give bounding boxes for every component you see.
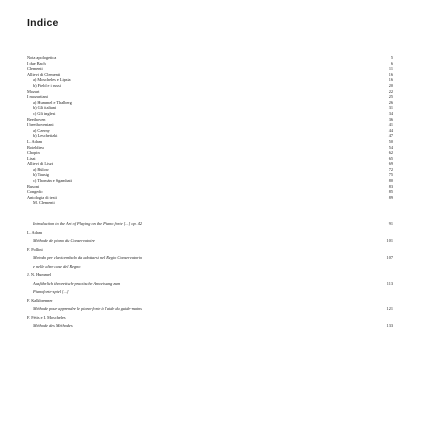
toc-entry-page: 62	[388, 150, 393, 156]
toc-entry-page: 36	[388, 116, 393, 122]
toc-entry-title: Mozart	[27, 88, 40, 94]
toc-entry-page: 16	[388, 77, 393, 83]
toc-entry	[27, 280, 393, 289]
toc-entry-title: Méthode des Méthodes	[33, 323, 73, 329]
toc-entry	[27, 305, 393, 314]
toc-entry-page: 75	[388, 172, 393, 178]
toc-entry-page: 6	[390, 60, 393, 66]
toc-entry-title: Liszt	[27, 155, 36, 161]
toc-entry-title: a) Moscheles e Lipsia	[33, 77, 71, 83]
toc-entry-title: I due Bach	[27, 60, 46, 66]
toc-entry-page: 47	[388, 133, 393, 139]
toc-entry	[27, 220, 393, 229]
toc-entry-page: 85	[388, 189, 393, 195]
toc-entry-title: Pianoforte-spiel [...]	[33, 289, 69, 295]
toc-entry-page: 20	[388, 82, 393, 88]
toc-entry-page: 107	[386, 255, 393, 261]
toc-entry-page: 80	[388, 178, 393, 184]
toc-entry-title: e nelle altre case del Regno	[33, 263, 81, 269]
toc-entry	[27, 237, 393, 246]
toc-entry-page: 11	[388, 66, 393, 72]
toc-entry-title: c) Gli inglesi	[33, 110, 56, 116]
page-title: Indice	[27, 17, 59, 29]
toc-entry-page: 121	[386, 306, 393, 312]
toc-entry-page: 101	[386, 238, 393, 244]
toc-entry	[27, 322, 393, 331]
toc-entry-page: 34	[388, 110, 393, 116]
toc-entry-page: 83	[388, 183, 393, 189]
toc-entry-title: Busoni	[27, 183, 40, 189]
toc-entry-page: 89	[388, 194, 393, 200]
toc-entry-title: a) Bülow	[33, 166, 49, 172]
toc-entry-page: 91	[388, 221, 393, 227]
toc-section-chapters	[27, 55, 393, 206]
toc-entry-page: 25	[388, 94, 393, 100]
toc-entry-page: 69	[388, 161, 393, 167]
toc-entry-title: Méthode pour apprendre le piano-forte à l'aide du guide-mains	[33, 306, 142, 312]
toc-entry-title: Chopin	[27, 150, 40, 156]
toc-entry-page: 54	[388, 144, 393, 150]
toc-entry-page: 113	[386, 280, 393, 286]
toc-entry-title: Méthode de piano du Conservatoire	[33, 238, 95, 244]
toc-entry-title: a) Hummel e Thalberg	[33, 99, 72, 105]
toc-entry-title: F. Pollini	[27, 246, 43, 252]
toc-entry	[27, 200, 393, 206]
toc-entry-title: a) Czerny	[33, 127, 50, 133]
toc-entry-title: L. Adam	[27, 138, 43, 144]
toc-entry-page: 72	[388, 166, 393, 172]
toc-entry-page: 26	[388, 99, 393, 105]
toc-section-anthology	[27, 220, 393, 331]
toc-entry-title: I beethoveniani	[27, 122, 54, 128]
toc-entry-title: Boieldieu	[27, 144, 44, 150]
toc-entry	[27, 263, 393, 272]
toc-entry-title: Antologia di testi	[27, 194, 57, 200]
toc-entry-page: 50	[388, 138, 393, 144]
toc-entry	[27, 288, 393, 297]
toc-entry-page: 133	[386, 323, 393, 329]
toc-entry-page: 31	[388, 105, 393, 111]
toc-entry-title: c) Thomán e Sgambati	[33, 178, 72, 184]
toc-entry-page: 65	[388, 155, 393, 161]
toc-entry-title: Allievi di Liszt	[27, 161, 54, 167]
toc-entry-title: b) Tausig	[33, 172, 49, 178]
toc-entry-title: b) Field e i russi	[33, 82, 61, 88]
toc-entry-page: 44	[388, 127, 393, 133]
toc-entry-page: 5	[390, 55, 393, 60]
toc-entry-title: L. Adam	[27, 229, 43, 235]
toc-entry-page: 41	[388, 122, 393, 128]
toc-entry-title: F. Fétis e I. Moscheles	[27, 314, 66, 320]
toc-entry	[27, 246, 393, 255]
toc-entry-page: 22	[388, 88, 393, 94]
table-of-contents	[27, 55, 393, 331]
toc-entry-title: Introduction to the Art of Playing on the Piano forte [...] op. 42	[33, 221, 143, 227]
toc-entry-title: Congedo	[27, 189, 43, 195]
toc-entry-title: M. Clementi	[33, 200, 55, 206]
toc-entry	[27, 314, 393, 323]
toc-entry-title: b) Leschetizki	[33, 133, 58, 139]
toc-entry-title: Beethoven	[27, 116, 46, 122]
toc-entry-title: I mozartiani	[27, 94, 48, 100]
toc-entry-title: F. Kalkbrenner	[27, 297, 53, 303]
toc-entry-title: Allievi di Clementi	[27, 71, 61, 77]
toc-entry-title: Nota apologetica	[27, 55, 57, 60]
toc-entry-title: Metodo per clavicembalo da adottarsi nel Regio Conservatorio	[33, 255, 143, 261]
toc-entry-title: Ausführlich theoretisch-practische Anweisung zum	[33, 280, 121, 286]
toc-entry-title: b) Gli italiani	[33, 105, 57, 111]
toc-entry	[27, 254, 393, 263]
toc-entry-page: 16	[388, 71, 393, 77]
toc-entry	[27, 229, 393, 238]
toc-entry	[27, 297, 393, 306]
toc-entry-title: J. N. Hummel	[27, 272, 52, 278]
toc-entry	[27, 271, 393, 280]
toc-entry-title: Clementi	[27, 66, 43, 72]
